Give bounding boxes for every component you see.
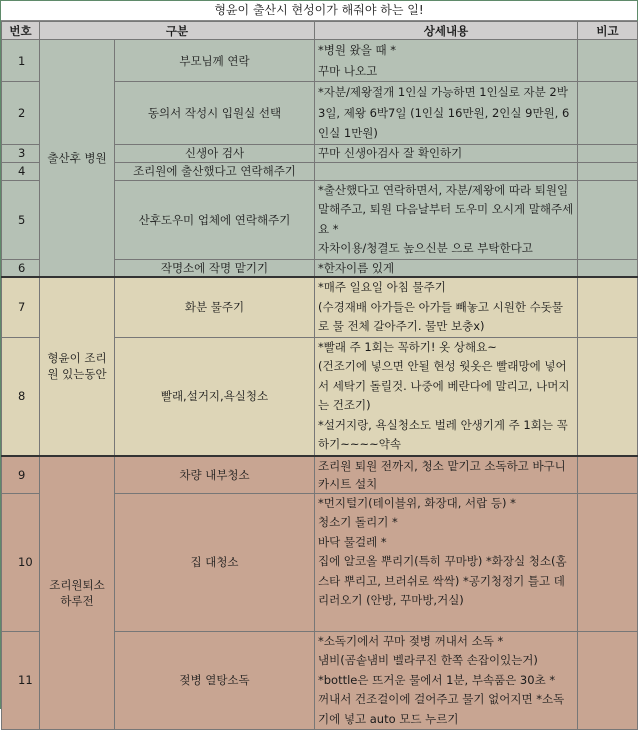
table-row [2,40,638,82]
task-cell: 젖병 열탕소독 [115,631,315,730]
task-cell: 신생아 검사 [115,144,315,162]
row-number: 7 [2,277,40,337]
row-number: 10 [2,493,40,631]
group-label: 출산후 병원 [40,40,115,278]
detail-cell: *빨래 주 1회는 꼭하기! 옷 상해요~ (건조기에 넣으면 안될 현성 웟옷은 빨래망에 넣어서 세탁기 돌릴것. 나중에 베란다에 말리고, 나머지는 건조기) *설거지랑, 욕실청소도 벌레 안생기게 주 1회는 꼭 하기~~~~약속 [315,337,578,456]
row-number: 4 [2,162,40,180]
detail-cell: *한자이름 있게 [315,259,578,277]
row-number: 9 [2,456,40,494]
note-cell [578,456,638,494]
header-note: 비고 [578,22,638,40]
note-cell [578,82,638,145]
header-category: 구분 [40,22,315,40]
detail-cell: *먼지털기(테이블위, 화장대, 서랍 등) * 청소기 돌리기 * 바닥 물걸레 * 집에 알코올 뿌리기(특히 꾸마방) *화장실 청소(홈스타 뿌리고, 브러쉬로 싹싹) *공기청정기 틀고 데리러오기 (안방, 꾸마방,거실) [315,493,578,631]
note-cell [578,259,638,277]
task-cell: 부모님께 연락 [115,40,315,82]
row-number: 2 [2,82,40,145]
header-detail: 상세내용 [315,22,578,40]
task-cell: 조리원에 출산했다고 연락해주기 [115,162,315,180]
note-cell [578,180,638,259]
header-row [2,22,638,40]
task-cell: 동의서 작성시 입원실 선택 [115,82,315,145]
group-label: 형윤이 조리원 있는동안 [40,277,115,456]
task-cell: 차량 내부청소 [115,456,315,494]
detail-cell: *소독기에서 꾸마 젖병 꺼내서 소독 * 냄비(곰솥냄비 벨라쿠진 한쪽 손잡이있는거) *bottle은 뜨거운 물에서 1분, 부속품은 30초 * 꺼내서 건조걸이에 걸어주고 물기 없어지면 *소독기에 넣고 auto 모드 누르기 [315,631,578,730]
detail-cell [315,162,578,180]
task-cell: 산후도우미 업체에 연락해주기 [115,180,315,259]
header-no: 번호 [2,22,40,40]
group-label: 조리원퇴소 하루전 [40,456,115,730]
note-cell [578,144,638,162]
task-table [1,21,638,730]
task-cell: 집 대청소 [115,493,315,631]
row-number: 3 [2,144,40,162]
row-number: 1 [2,40,40,82]
detail-cell: *매주 일요일 아침 물주기 (수경재배 아가들은 아가들 빼놓고 시원한 수돗물로 물 전체 갈아주기. 물만 보충x) [315,277,578,337]
note-cell [578,631,638,730]
table-row [2,277,638,337]
detail-cell: *출산했다고 연락하면서, 자분/제왕에 따라 퇴원일 말해주고, 퇴원 다음날부터 도우미 오시게 말해주세요 * 자차이용/청결도 높으신분 으로 부탁한다고 [315,180,578,259]
detail-cell: *병원 왔을 때 * 꾸마 나오고 [315,40,578,82]
detail-cell: *자분/제왕절개 1인실 가능하면 1인실로 자분 2박3일, 제왕 6박7일 (1인실 16만원, 2인실 9만원, 6인실 1만원) [315,82,578,145]
detail-cell: 조리원 퇴원 전까지, 청소 맡기고 소독하고 바구니 카시트 설치 [315,456,578,494]
table-row [2,456,638,494]
task-cell: 화분 물주기 [115,277,315,337]
row-number: 8 [2,337,40,456]
row-number: 6 [2,259,40,277]
note-cell [578,493,638,631]
sheet-title: 형윤이 출산시 현성이가 해줘야 하는 일! [1,1,637,21]
task-cell: 작명소에 작명 맡기기 [115,259,315,277]
detail-cell: 꾸마 신생아검사 잘 확인하기 [315,144,578,162]
note-cell [578,40,638,82]
row-number: 11 [2,631,40,730]
task-cell: 빨래,설거지,욕실청소 [115,337,315,456]
note-cell [578,162,638,180]
row-number: 5 [2,180,40,259]
note-cell [578,277,638,337]
note-cell [578,337,638,456]
